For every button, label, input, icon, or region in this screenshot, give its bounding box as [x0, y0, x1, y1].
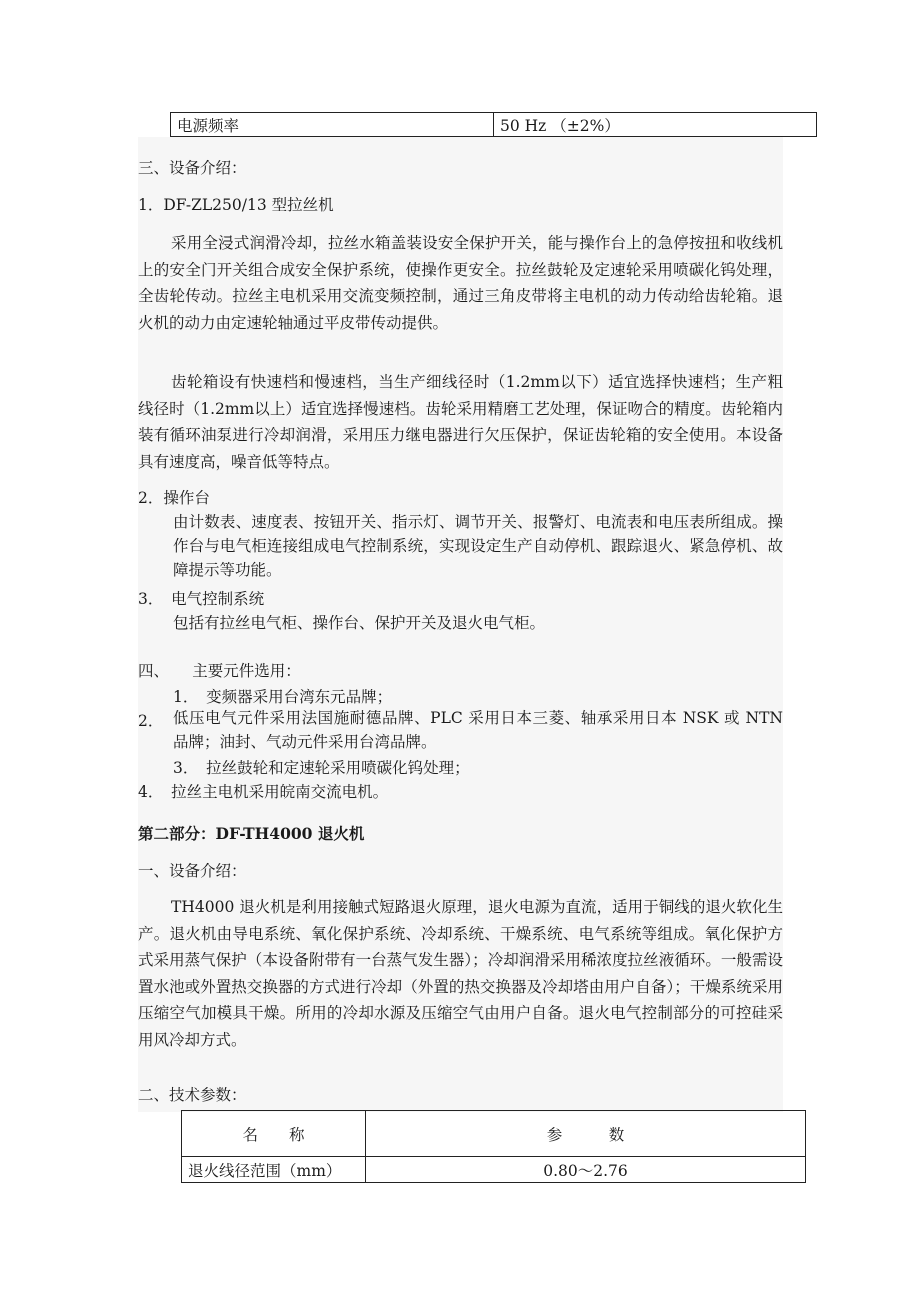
paragraph: TH4000 退火机是利用接触式短路退火原理，退火电源为直流，适用于铜线的退火软化生产。退火机由导电系统、氧化保护系统、冷却系统、干燥系统、电气系统等组成。氧化保护方式采用蒸气保护（本设备附带有一台蒸气发生器）；冷却润滑采用稀浓度拉丝液循环。一般需设置水池或外置热交换器的方式进行冷却（外置的热交换器及冷却塔由用户自备）；干燥系统采用压缩空气加模具干燥。所用的冷却水源及压缩空气由用户自备。退火电气控制部分的可控硅采用风冷却方式。: [138, 898, 783, 1049]
spec-value-cell: 50 Hz （±2%）: [494, 113, 817, 137]
item-title: 2．操作台: [138, 489, 210, 507]
item-title: 3． 电气控制系统: [138, 590, 265, 608]
table-header-row: [182, 1111, 806, 1157]
header-value-cell: 参 数: [366, 1111, 806, 1157]
paragraph: 由计数表、速度表、按钮开关、指示灯、调节开关、报警灯、电流表和电压表所组成。操作台与电气柜连接组成电气控制系统，实现设定生产自动停机、跟踪退火、紧急停机、故障提示等功能。: [173, 513, 783, 579]
part-title: 第二部分：DF-TH4000 退火机: [138, 824, 365, 843]
list-item: 3． 拉丝鼓轮和定速轮采用喷碳化钨处理；: [173, 759, 470, 777]
power-spec-table: [170, 112, 817, 137]
paragraph: 采用全浸式润滑冷却，拉丝水箱盖装设安全保护开关，能与操作台上的急停按扭和收线机上的安全门开关组合成安全保护系统，使操作更安全。拉丝鼓轮及定速轮采用喷碳化钨处理，全齿轮传动。拉丝主电机采用交流变频控制，通过三角皮带将主电机的动力传动给齿轮箱。退火机的动力由定速轮轴通过平皮带传动提供。: [138, 234, 783, 332]
table-row: [171, 113, 817, 137]
table-row: [182, 1157, 806, 1183]
spec-name-cell: 电源频率: [171, 113, 494, 137]
param-name-cell: 退火线径范围（mm）: [182, 1157, 366, 1183]
list-item: 1． 变频器采用台湾东元品牌；: [173, 688, 393, 706]
list-item: 4． 拉丝主电机采用皖南交流电机。: [138, 783, 389, 801]
list-item-number: 2．: [138, 712, 164, 730]
section-heading: 二、技术参数：: [138, 1086, 247, 1104]
header-name-cell: 名 称: [182, 1111, 366, 1157]
section-heading: 一、设备介绍：: [138, 862, 247, 880]
param-value-cell: 0.80～2.76: [366, 1157, 806, 1183]
list-item: 低压电气元件采用法国施耐德品牌、PLC 采用日本三菱、轴承采用日本 NSK 或 NTN 品牌；油封、气动元件采用台湾品牌。: [173, 709, 783, 751]
section-heading: 四、 主要元件选用：: [138, 662, 301, 680]
paragraph: 包括有拉丝电气柜、操作台、保护开关及退火电气柜。: [173, 614, 546, 632]
section-heading: 三、设备介绍：: [138, 159, 247, 177]
tech-params-table: [181, 1110, 806, 1183]
item-title: 1．DF-ZL250/13 型拉丝机: [138, 196, 334, 214]
paragraph: 齿轮箱设有快速档和慢速档，当生产细线径时（1.2mm以下）适宜选择快速档；生产粗线径时（1.2mm以上）适宜选择慢速档。齿轮采用精磨工艺处理，保证吻合的精度。齿轮箱内装有循环油泵进行冷却润滑，采用压力继电器进行欠压保护，保证齿轮箱的安全使用。本设备具有速度高，噪音低等特点。: [138, 373, 783, 471]
